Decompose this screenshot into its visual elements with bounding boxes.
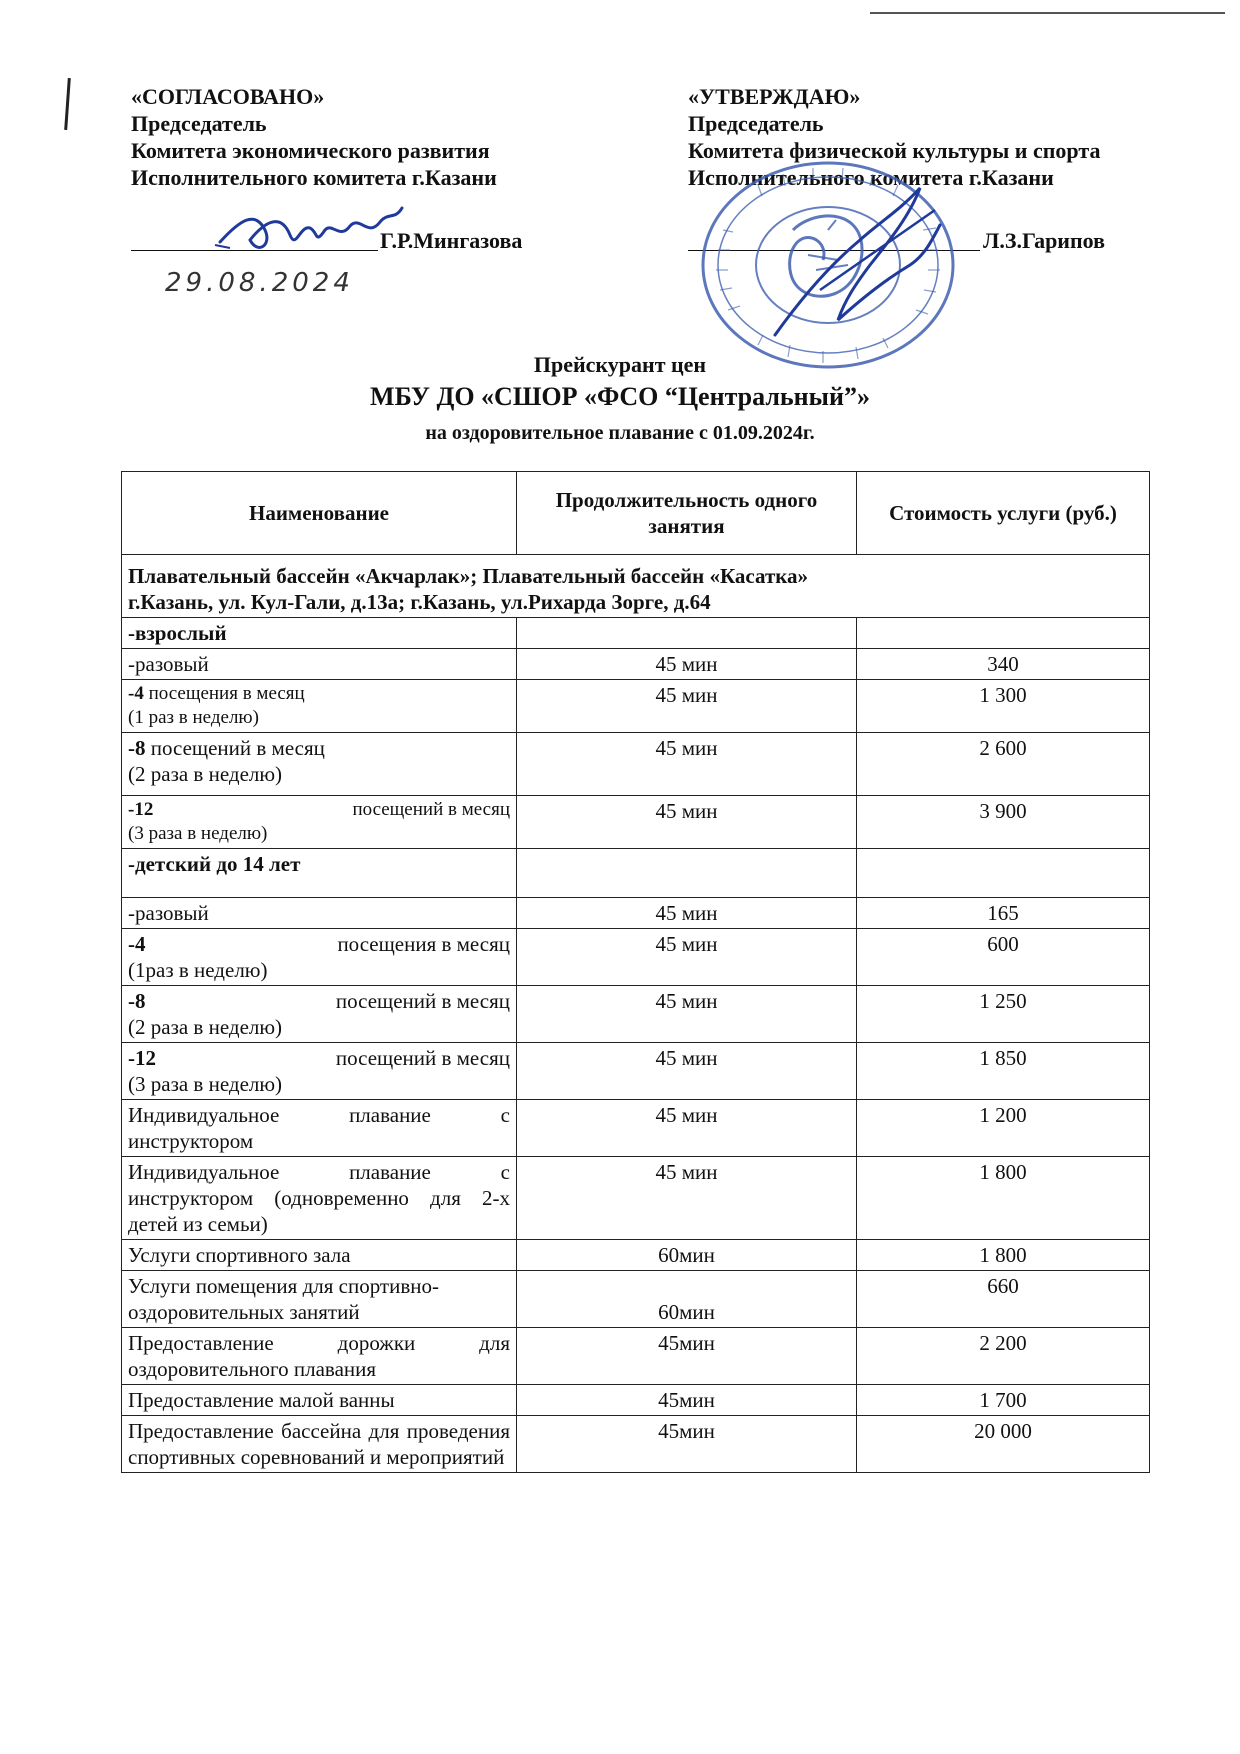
row-frequency: (1раз в неделю) [128,958,268,982]
row-count: -8 [128,736,146,760]
row-count: -4 [128,683,144,704]
table-row [122,649,1150,680]
row-price: 2 600 [857,733,1150,796]
column-header-name: Наименование [122,472,517,555]
row-price: 660 [857,1271,1150,1328]
agreed-signature [210,200,410,270]
row-duration: 45 мин [517,929,857,986]
table-row [122,680,1150,733]
row-name [122,649,517,680]
table-row [122,1043,1150,1100]
price-table [121,471,1150,1473]
row-price: 1 200 [857,1100,1150,1157]
row-name-text: посещений в месяц [335,989,510,1013]
row-duration: 45 мин [517,986,857,1043]
row-name [122,796,517,849]
agreed-committee: Комитета экономического развития [131,138,490,163]
row-frequency: (2 раза в неделю) [128,1015,283,1039]
empty-cell [517,618,857,649]
row-name: Индивидуальное плавание с инструктором [122,1100,517,1157]
table-row [122,1328,1150,1385]
row-name-text: -разовый [128,652,209,676]
scan-edge-line [870,12,1225,14]
table-row [122,1271,1150,1328]
document-subtitle: на оздоровительное плавание с 01.09.2024г. [425,422,815,444]
row-name: Предоставление малой ванны [122,1385,517,1416]
row-name-text: посещения в месяц [337,932,510,956]
group-row-adult [122,618,1150,649]
row-duration: 60мин [517,1271,857,1328]
row-name [122,898,517,929]
empty-cell [857,618,1150,649]
table-row [122,1385,1150,1416]
row-price: 340 [857,649,1150,680]
row-price: 1 850 [857,1043,1150,1100]
empty-cell [857,849,1150,898]
row-duration: 45мин [517,1328,857,1385]
table-row [122,929,1150,986]
section-venues: Плавательный бассейн «Акчарлак»; Плавательный бассейн «Касатка» [128,564,809,588]
table-header-row [122,472,1150,555]
section-row [122,555,1150,618]
table-row [122,1416,1150,1473]
agreed-signer: Г.Р.Мингазова [380,228,523,253]
row-price: 20 000 [857,1416,1150,1473]
organization-name: МБУ ДО «СШОР «ФСО “Центральный”» [370,382,870,411]
row-frequency: (3 раза в неделю) [128,823,268,844]
row-price: 2 200 [857,1328,1150,1385]
row-duration: 45 мин [517,649,857,680]
handwritten-date: 29.08.2024 [165,268,354,298]
table-row [122,898,1150,929]
column-header-duration: Продолжительность одного занятия [517,472,857,555]
row-price: 1 800 [857,1157,1150,1240]
row-price: 600 [857,929,1150,986]
row-name-text: посещений в месяц [352,799,510,820]
row-name-text: посещения в месяц [143,683,305,704]
group-label: -детский до 14 лет [122,849,517,898]
table-row [122,733,1150,796]
table-row [122,1157,1150,1240]
row-name [122,929,517,986]
table-row [122,1100,1150,1157]
row-name: Индивидуальное плавание с инструктором (одновременно для 2-х детей из семьи) [122,1157,517,1240]
row-name [122,680,517,733]
group-label: -взрослый [122,618,517,649]
approved-committee: Комитета физической культуры и спорта [688,138,1101,163]
table-row [122,1240,1150,1271]
row-price: 1 300 [857,680,1150,733]
row-name [122,733,517,796]
row-duration: 45 мин [517,1157,857,1240]
document-title: Прейскурант цен [533,352,707,377]
row-name [122,1043,517,1100]
row-duration: 45 мин [517,680,857,733]
row-count: -12 [128,799,154,820]
row-count: -12 [128,1046,156,1070]
row-name: Услуги спортивного зала [122,1240,517,1271]
row-duration: 45мин [517,1416,857,1473]
row-name-text: -разовый [128,901,209,925]
approved-signer: Л.З.Гарипов [983,228,1105,253]
agreed-position: Председатель [131,111,267,136]
row-duration: 45 мин [517,1043,857,1100]
agreed-executive: Исполнительного комитета г.Казани [131,165,497,190]
row-price: 165 [857,898,1150,929]
row-duration: 45 мин [517,733,857,796]
row-duration: 60мин [517,1240,857,1271]
row-duration: 45 мин [517,898,857,929]
agreed-heading: «СОГЛАСОВАНО» [131,84,325,109]
row-count: -4 [128,932,146,956]
row-name [122,986,517,1043]
row-frequency: (3 раза в неделю) [128,1072,283,1096]
approved-position: Председатель [688,111,824,136]
table-row [122,986,1150,1043]
row-name-text: посещений в месяц [145,736,325,760]
group-row-child [122,849,1150,898]
approved-heading: «УТВЕРЖДАЮ» [688,84,861,109]
row-duration: 45мин [517,1385,857,1416]
row-count: -8 [128,989,146,1013]
agreed-block [131,83,497,191]
margin-pen-mark [64,78,71,130]
section-addresses: г.Казань, ул. Кул-Гали, д.13а; г.Казань, ул.Рихарда Зорге, д.64 [128,590,711,614]
column-header-price: Стоимость услуги (руб.) [857,472,1150,555]
approved-signature [760,170,950,350]
row-duration: 45 мин [517,1100,857,1157]
table-row [122,796,1150,849]
row-price: 1 700 [857,1385,1150,1416]
row-name-text: посещений в месяц [335,1046,510,1070]
row-duration: 45 мин [517,796,857,849]
approved-executive: Исполнительного комитета г.Казани [688,165,1054,190]
empty-cell [517,849,857,898]
row-frequency: (2 раза в неделю) [128,762,283,786]
row-price: 1 800 [857,1240,1150,1271]
row-name: Предоставление дорожки для оздоровительного плавания [122,1328,517,1385]
section-cell [122,555,1150,618]
row-name: Услуги помещения для спортивно-оздоровительных занятий [122,1271,517,1328]
row-frequency: (1 раз в неделю) [128,707,259,728]
row-price: 3 900 [857,796,1150,849]
row-price: 1 250 [857,986,1150,1043]
row-name: Предоставление бассейна для проведения спортивных соревнований и мероприятий [122,1416,517,1473]
